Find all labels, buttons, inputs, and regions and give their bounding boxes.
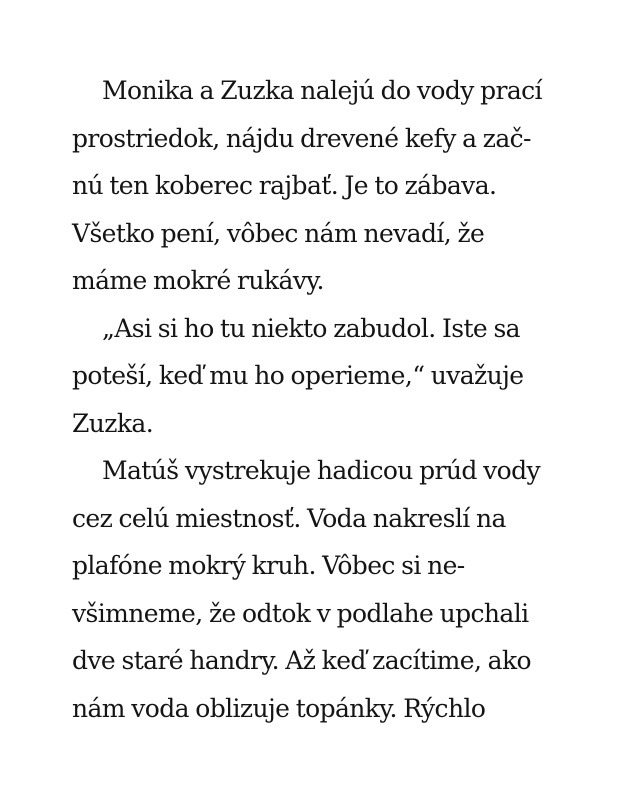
text-line: Monika a Zuzka nalejú do vody prací [102, 76, 542, 105]
text-line: „Asi si ho tu niekto zabudol. Iste sa [102, 313, 520, 343]
paragraph [72, 305, 572, 448]
text-line: nám voda oblizuje topánky. Rýchlo [72, 693, 486, 723]
text-line: Všetko pení, vôbec nám nevadí, že [72, 218, 485, 248]
paragraph [72, 447, 572, 732]
text-line: plafóne mokrý kruh. Vôbec si ne- [72, 551, 465, 580]
text-line: poteší, keď mu ho operieme,“ uvažuje [72, 361, 524, 390]
text-line: dve staré handry. Až keď zacítime, ako [72, 646, 531, 675]
text-line: nú ten koberec rajbať. Je to zábava. [72, 171, 497, 200]
text-line: Matúš vystrekuje hadicou prúd vody [102, 456, 541, 485]
text-line: máme mokré rukávy. [72, 266, 324, 295]
text-line: cez celú miestnosť. Voda nakreslí na [72, 503, 506, 533]
text-line: všimneme, že odtok v podlahe upchali [72, 598, 529, 628]
text-line: prostriedok, nájdu drevené kefy a zač- [72, 123, 531, 153]
text-line: Zuzka. [72, 408, 154, 438]
book-page-text [72, 67, 572, 732]
paragraph [72, 67, 572, 305]
